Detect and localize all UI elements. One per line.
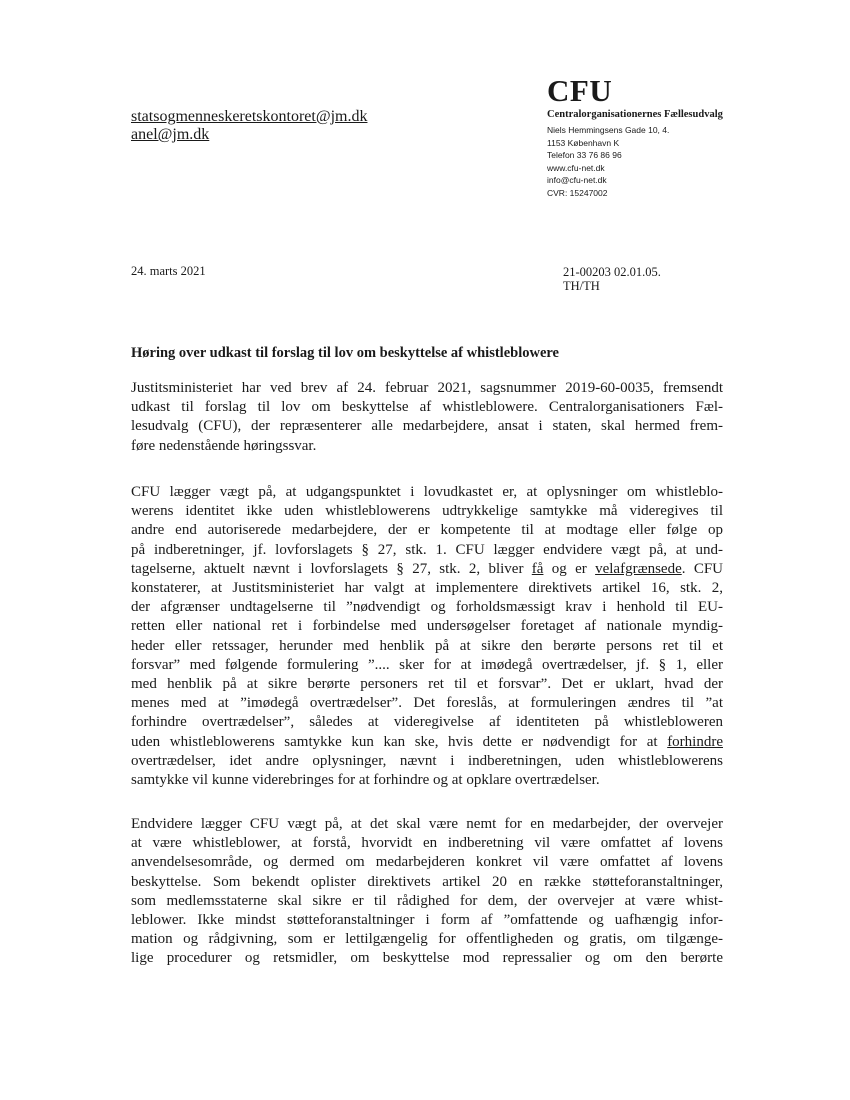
sender-web: www.cfu-net.dk [547, 162, 605, 173]
underlined-word: forhindre [667, 733, 723, 750]
sender-org-name: Centralorganisationernes Fællesudvalg [547, 109, 723, 120]
paragraph-line: der afgrænser undtagelserne til ”nødvendigt og forholdsmæssigt krav i henhold til EU- [131, 599, 723, 616]
text-run: og er [543, 560, 596, 577]
recipient-emails [131, 108, 367, 144]
letter-subject: Høring over udkast til forslag til lov om beskyttelse af whistleblowere [131, 345, 559, 361]
paragraph-line: CFU lægger vægt på, at udgangspunktet i lovudkastet er, at oplysninger om whistleblo- [131, 484, 723, 500]
underlined-word: velafgrænsede [595, 560, 682, 577]
paragraph-line: lige procedurer og retsmidler, om beskyttelse mod repressalier og om den berørte [131, 950, 723, 967]
paragraph-line [131, 733, 723, 752]
paragraph-line: som medlemsstaterne skal sikre er til rådighed for dem, der overvejer at være whist- [131, 892, 723, 909]
paragraph-line: på indberetninger, jf. lovforslagets § 27, stk. 1. CFU lægger endvidere vægt på, at und- [131, 541, 723, 558]
reference-line: 21-00203 02.01.05. [563, 265, 661, 279]
underlined-word: få [531, 560, 544, 577]
text-run: . CFU [681, 560, 723, 577]
paragraph-line: forsvar” med følgende formulering ”.... sker for at imødegå overtrædelser, jf. § 1, eller [131, 656, 723, 673]
recipient-email-link[interactable]: statsogmenneskeretskontoret@jm.dk [131, 108, 368, 125]
paragraph-line: Endvidere lægger CFU vægt på, at det skal være nemt for en medarbejder, der overvejer [131, 816, 723, 832]
sender-cvr: CVR: 15247002 [547, 187, 608, 198]
paragraph-2 [131, 483, 723, 790]
paragraph-line: forhindre overtrædelser”, således at videregivelse af identiteten på whistlebloweren [131, 714, 723, 731]
paragraph-line: med henblik på at sikre berørte personers ret til et forsvar”. Det er uklart, hvad der [131, 676, 723, 693]
cfu-logo: CFU [547, 73, 613, 108]
paragraph-line: andre end autoriserede medarbejdere, der er kompetente til at modtage eller følge op [131, 522, 723, 539]
paragraph-line: Justitsministeriet har ved brev af 24. februar 2021, sagsnummer 2019-60-0035, fremsendt [131, 380, 723, 396]
sender-email: info@cfu-net.dk [547, 175, 607, 185]
sender-address-line: Niels Hemmingsens Gade 10, 4. [547, 125, 670, 135]
text-run: uden whistleblowerens samtykke kun kan ske, hvis dette er nødvendigt for at [131, 733, 668, 750]
paragraph-line: menes med at ”imødegå overtrædelser”. Det foreslås, at formuleringen ændres til ”at [131, 695, 723, 712]
paragraph-3 [131, 815, 723, 969]
paragraph-line: anvendelsesområde, og dermed om medarbejderen konkret vil være omfattet af lovens [131, 854, 723, 871]
paragraph-line: at være whistleblower, at forstå, hvorvidt en indberetning vil være omfattet af lovens [131, 835, 723, 852]
paragraph-1 [131, 379, 723, 456]
paragraph-line: føre nedenstående høringssvar. [131, 437, 317, 454]
paragraph-line: werens identitet ikke uden whistleblowerens udtrykkelige samtykke må videregives til [131, 503, 723, 520]
paragraph-line: samtykke vil kunne viderebringes for at forhindre og at opklare overtrædelser. [131, 772, 600, 789]
paragraph-line: leblower. Ikke mindst støtteforanstaltninger i form af ”omfattende og uafhængig infor- [131, 912, 723, 929]
paragraph-line: overtrædelser, idet andre oplysninger, nævnt i indberetningen, uden whistleblowerens [131, 752, 723, 769]
sender-contact [547, 124, 723, 199]
recipient-email-link[interactable]: anel@jm.dk [131, 126, 210, 143]
sender-address-line: 1153 København K [547, 137, 620, 148]
paragraph-line: udkast til forslag til lov om beskyttelse af whistleblowere. Centralorganisationers Fæl- [131, 399, 723, 416]
reference-number [563, 265, 661, 293]
paragraph-line: mation og rådgivning, som er lettilgængelig for offentligheden og gratis, om tilgænge- [131, 931, 723, 948]
paragraph-line: heder eller retssager, herunder med henblik på at sikre den berørte persons ret til et [131, 637, 723, 654]
text-run: tagelserne, aktuelt nævnt i lovforslagets § 27, stk. 2, bliver [131, 560, 532, 577]
letter-date: 24. marts 2021 [131, 264, 206, 278]
reference-initials: TH/TH [563, 279, 600, 293]
paragraph-line [131, 560, 723, 579]
paragraph-line: konstaterer, at Justitsministeriet har valgt at implementere direktivets artikel 16, stk. 2, [131, 580, 723, 597]
paragraph-line: retten eller national ret i forbindelse med undersøgelser foretaget af nationale myndig- [131, 618, 723, 635]
sender-phone: Telefon 33 76 86 96 [547, 150, 622, 160]
paragraph-line: lesudvalg (CFU), der repræsenterer alle medarbejdere, ansat i staten, skal hermed frem- [131, 418, 723, 435]
sender-letterhead [547, 74, 723, 199]
paragraph-line: beskyttelse. Som bekendt oplister direktivets artikel 20 en række støtteforanstaltninger, [131, 873, 723, 890]
